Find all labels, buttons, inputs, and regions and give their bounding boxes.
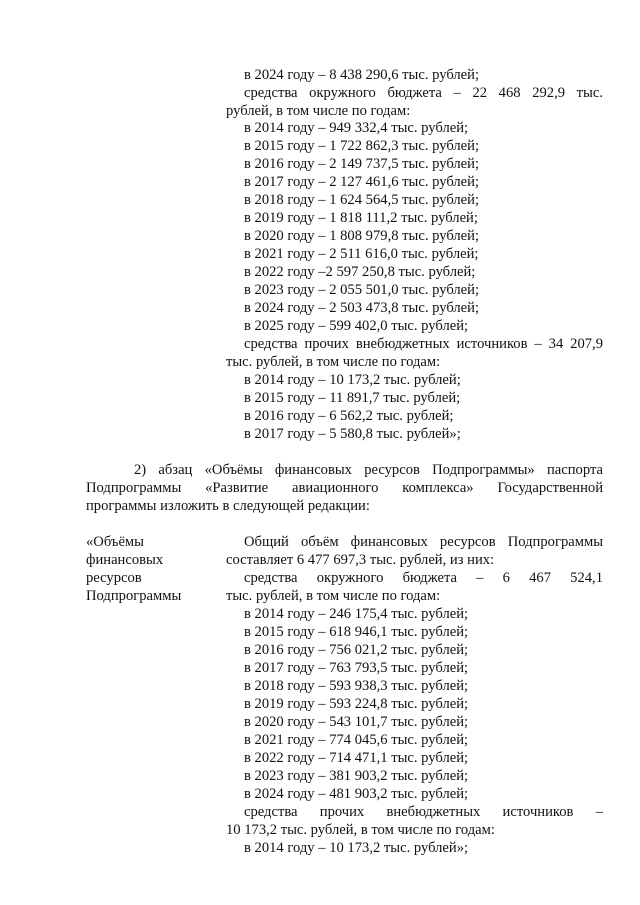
paragraph-2-line-3: программы изложить в следующей редакции: bbox=[86, 498, 370, 514]
top-year-2023: в 2023 году – 2 055 501,0 тыс. рублей; bbox=[244, 282, 480, 298]
top-other-sources-line: средства прочих внебюджетных источников – 34 207,9 bbox=[244, 336, 603, 352]
table2-other-line-1: средства прочих внебюджетных источников – bbox=[244, 804, 603, 820]
top-other-year-2015: в 2015 году – 11 891,7 тыс. рублей; bbox=[244, 390, 461, 406]
top-okr-budget-line-2: рублей, в том числе по годам: bbox=[226, 103, 411, 119]
top-year-2014: в 2014 году – 949 332,4 тыс. рублей; bbox=[244, 120, 469, 136]
table2-label-2: финансовых bbox=[86, 552, 164, 568]
paragraph-2-line-2: Подпрограммы «Развитие авиационного комплекса» Государственной bbox=[86, 480, 603, 496]
table2-other-year-2014: в 2014 году – 10 173,2 тыс. рублей»; bbox=[244, 840, 469, 856]
table2-year-2019: в 2019 году – 593 224,8 тыс. рублей; bbox=[244, 696, 469, 712]
table2-okr-line-2: тыс. рублей, в том числе по годам: bbox=[226, 588, 441, 604]
table2-label-4: Подпрограммы bbox=[86, 588, 182, 604]
table2-year-2014: в 2014 году – 246 175,4 тыс. рублей; bbox=[244, 606, 469, 622]
paragraph-2-line-1: 2) абзац «Объёмы финансовых ресурсов Подпрограммы» паспорта bbox=[134, 462, 603, 478]
top-year-2021: в 2021 году – 2 511 616,0 тыс. рублей; bbox=[244, 246, 479, 262]
top-other-year-2017: в 2017 году – 5 580,8 тыс. рублей»; bbox=[244, 426, 461, 442]
top-other-year-2016: в 2016 году – 6 562,2 тыс. рублей; bbox=[244, 408, 454, 424]
top-year-2015: в 2015 году – 1 722 862,3 тыс. рублей; bbox=[244, 138, 480, 154]
top-year-2022: в 2022 году –2 597 250,8 тыс. рублей; bbox=[244, 264, 476, 280]
top-year-2018: в 2018 году – 1 624 564,5 тыс. рублей; bbox=[244, 192, 480, 208]
table2-year-2020: в 2020 году – 543 101,7 тыс. рублей; bbox=[244, 714, 469, 730]
top-year-2024: в 2024 году – 2 503 473,8 тыс. рублей; bbox=[244, 300, 480, 316]
table2-total-line-1: Общий объём финансовых ресурсов Подпрограммы bbox=[244, 534, 603, 550]
table2-total-line-2: составляет 6 477 697,3 тыс. рублей, из них: bbox=[226, 552, 495, 568]
top-other-sources-line-2: тыс. рублей, в том числе по годам: bbox=[226, 354, 441, 370]
table2-label-1: «Объёмы bbox=[86, 534, 144, 550]
table2-year-2022: в 2022 году – 714 471,1 тыс. рублей; bbox=[244, 750, 469, 766]
table2-year-2018: в 2018 году – 593 938,3 тыс. рублей; bbox=[244, 678, 469, 694]
top-line-2024: в 2024 году – 8 438 290,6 тыс. рублей; bbox=[244, 67, 480, 83]
table2-other-line-2: 10 173,2 тыс. рублей, в том числе по годам: bbox=[226, 822, 495, 838]
top-okr-budget-line: средства окружного бюджета – 22 468 292,9 тыс. bbox=[244, 85, 603, 101]
top-other-year-2014: в 2014 году – 10 173,2 тыс. рублей; bbox=[244, 372, 461, 388]
table2-year-2016: в 2016 году – 756 021,2 тыс. рублей; bbox=[244, 642, 469, 658]
top-year-2020: в 2020 году – 1 808 979,8 тыс. рублей; bbox=[244, 228, 480, 244]
top-year-2017: в 2017 году – 2 127 461,6 тыс. рублей; bbox=[244, 174, 480, 190]
top-year-2025: в 2025 году – 599 402,0 тыс. рублей; bbox=[244, 318, 469, 334]
top-year-2016: в 2016 году – 2 149 737,5 тыс. рублей; bbox=[244, 156, 480, 172]
table2-year-2023: в 2023 году – 381 903,2 тыс. рублей; bbox=[244, 768, 469, 784]
table2-year-2024: в 2024 году – 481 903,2 тыс. рублей; bbox=[244, 786, 469, 802]
table2-year-2021: в 2021 году – 774 045,6 тыс. рублей; bbox=[244, 732, 469, 748]
table2-year-2017: в 2017 году – 763 793,5 тыс. рублей; bbox=[244, 660, 469, 676]
table2-label-3: ресурсов bbox=[86, 570, 142, 586]
table2-year-2015: в 2015 году – 618 946,1 тыс. рублей; bbox=[244, 624, 469, 640]
table2-okr-line-1: средства окружного бюджета – 6 467 524,1 bbox=[244, 570, 603, 586]
top-year-2019: в 2019 году – 1 818 111,2 тыс. рублей; bbox=[244, 210, 478, 226]
